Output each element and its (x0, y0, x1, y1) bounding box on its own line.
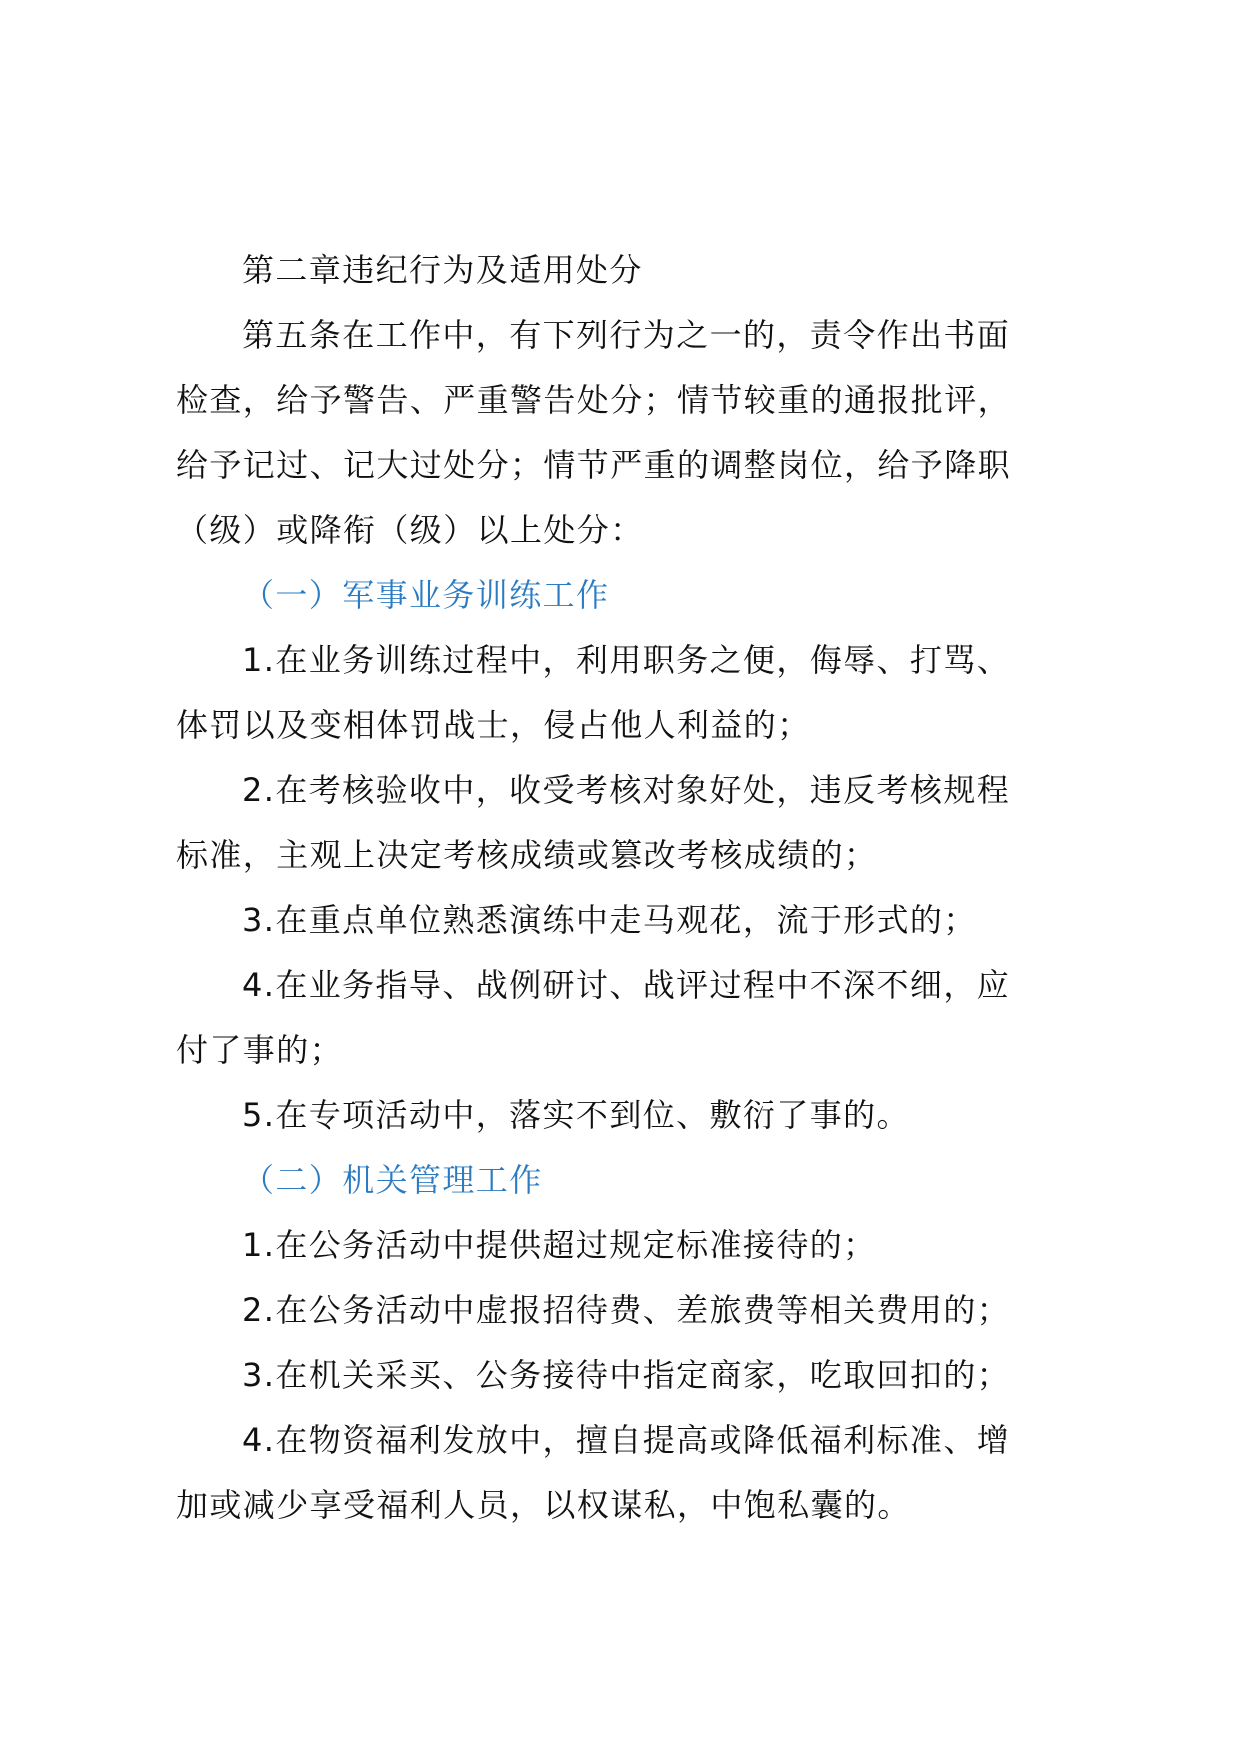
section-1-item-2-line-2: 标准，主观上决定考核成绩或篡改考核成绩的； (176, 836, 878, 874)
section-2-item-2: 2.在公务活动中虚报招待费、差旅费等相关费用的； (242, 1291, 1011, 1329)
chapter-title: 第二章违纪行为及适用处分 (242, 251, 643, 289)
section-1-item-2-line-1: 2.在考核验收中，收受考核对象好处，违反考核规程 (242, 771, 1011, 809)
section-2-item-3: 3.在机关采买、公务接待中指定商家，吃取回扣的； (242, 1356, 1011, 1394)
section-2-item-1: 1.在公务活动中提供超过规定标准接待的； (242, 1226, 877, 1264)
section-1-item-4-line-2: 付了事的； (176, 1031, 344, 1069)
section-1-item-4-line-1: 4.在业务指导、战例研讨、战评过程中不深不细，应 (242, 966, 1011, 1004)
section-2-heading: （二）机关管理工作 (242, 1161, 543, 1199)
document-body (176, 238, 1086, 1538)
article-5-line-1: 第五条在工作中，有下列行为之一的，责令作出书面 (242, 316, 1011, 354)
article-5-line-3: 给予记过、记大过处分；情节严重的调整岗位，给予降职 (176, 446, 1012, 484)
section-2-item-4-line-2: 加或减少享受福利人员，以权谋私，中饱私囊的。 (176, 1486, 911, 1524)
section-1-item-3: 3.在重点单位熟悉演练中走马观花，流于形式的； (242, 901, 977, 939)
article-5-line-4: （级）或降衔（级）以上处分： (176, 511, 644, 549)
section-1-item-5: 5.在专项活动中，落实不到位、敷衍了事的。 (242, 1096, 910, 1134)
section-1-item-1-line-1: 1.在业务训练过程中，利用职务之便，侮辱、打骂、 (242, 641, 1011, 679)
article-5-line-2: 检查，给予警告、严重警告处分；情节较重的通报批评， (176, 381, 1012, 419)
section-1-item-1-line-2: 体罚以及变相体罚战士，侵占他人利益的； (176, 706, 811, 744)
section-1-heading: （一）军事业务训练工作 (242, 576, 610, 614)
section-2-item-4-line-1: 4.在物资福利发放中，擅自提高或降低福利标准、增 (242, 1421, 1011, 1459)
